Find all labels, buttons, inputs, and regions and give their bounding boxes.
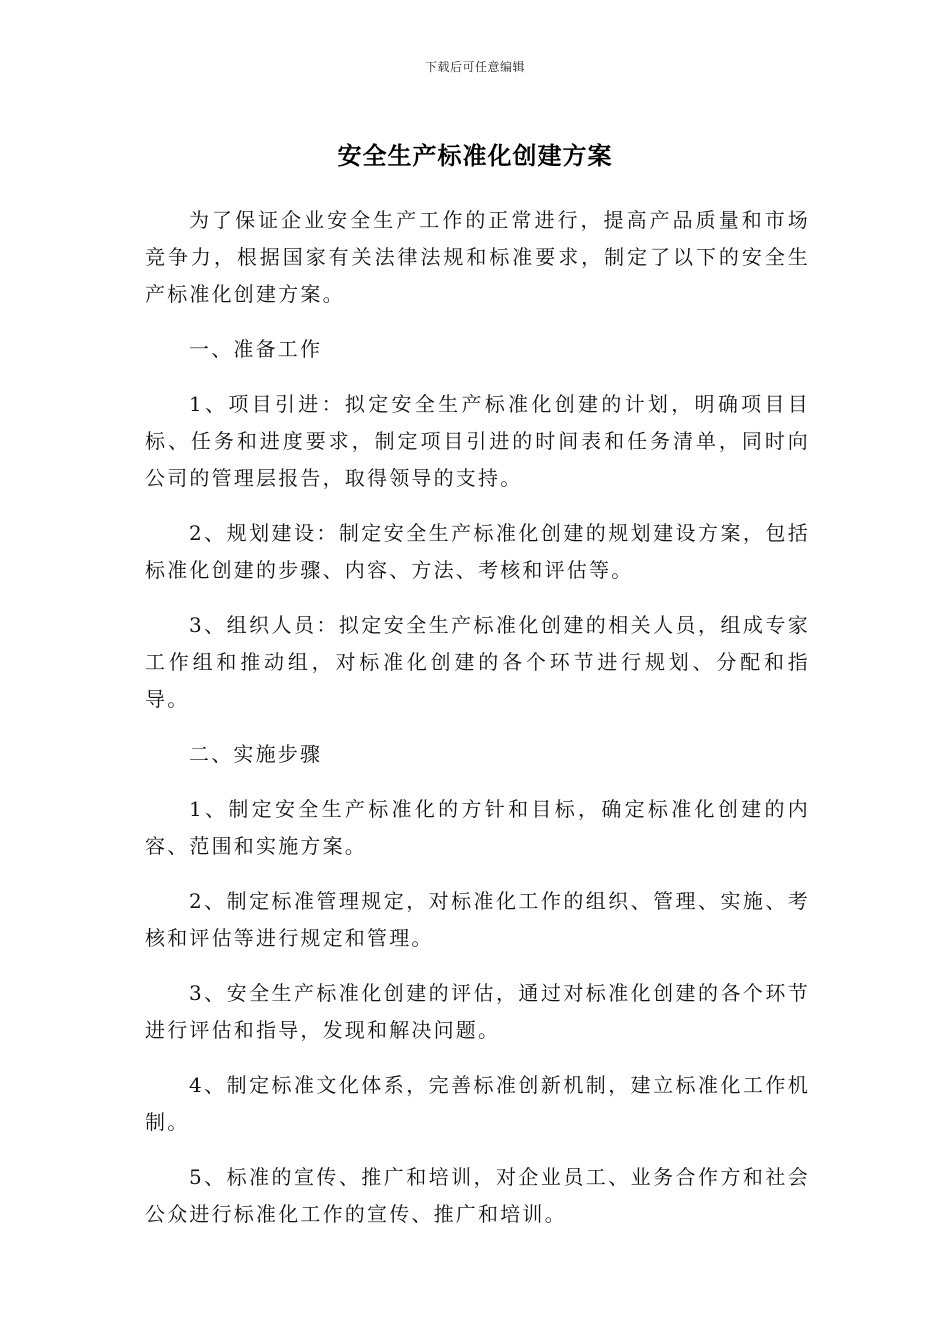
section2-item: 1、制定安全生产标准化的方针和目标，确定标准化创建的内容、范围和实施方案。 <box>145 797 810 858</box>
section1-item: 3、组织人员：拟定安全生产标准化创建的相关人员，组成专家工作组和推动组，对标准化创建的各个环节进行规划、分配和指导。 <box>145 613 810 711</box>
section1-item: 1、项目引进：拟定安全生产标准化创建的计划，明确项目目标、任务和进度要求，制定项目引进的时间表和任务清单，同时向公司的管理层报告，取得领导的支持。 <box>145 392 810 490</box>
header-note: 下载后可任意编辑 <box>424 60 525 74</box>
section2-item: 4、制定标准文化体系，完善标准创新机制，建立标准化工作机制。 <box>145 1073 810 1134</box>
section2-item: 5、标准的宣传、推广和培训，对企业员工、业务合作方和社会公众进行标准化工作的宣传、推广和培训。 <box>145 1165 810 1226</box>
section-heading-implementation: 二、实施步骤 <box>189 742 323 766</box>
section2-item: 2、制定标准管理规定，对标准化工作的组织、管理、实施、考核和评估等进行规定和管理。 <box>145 889 810 950</box>
intro-paragraph: 为了保证企业安全生产工作的正常进行，提高产品质量和市场竞争力，根据国家有关法律法规和标准要求，制定了以下的安全生产标准化创建方案。 <box>145 208 810 306</box>
section1-item: 2、规划建设：制定安全生产标准化创建的规划建设方案，包括标准化创建的步骤、内容、方法、考核和评估等。 <box>145 521 810 582</box>
section-heading-preparation: 一、准备工作 <box>189 337 323 361</box>
document-title: 安全生产标准化创建方案 <box>337 142 613 170</box>
section2-item: 3、安全生产标准化创建的评估，通过对标准化创建的各个环节进行评估和指导，发现和解决问题。 <box>145 981 810 1042</box>
document-body <box>145 202 810 1251</box>
